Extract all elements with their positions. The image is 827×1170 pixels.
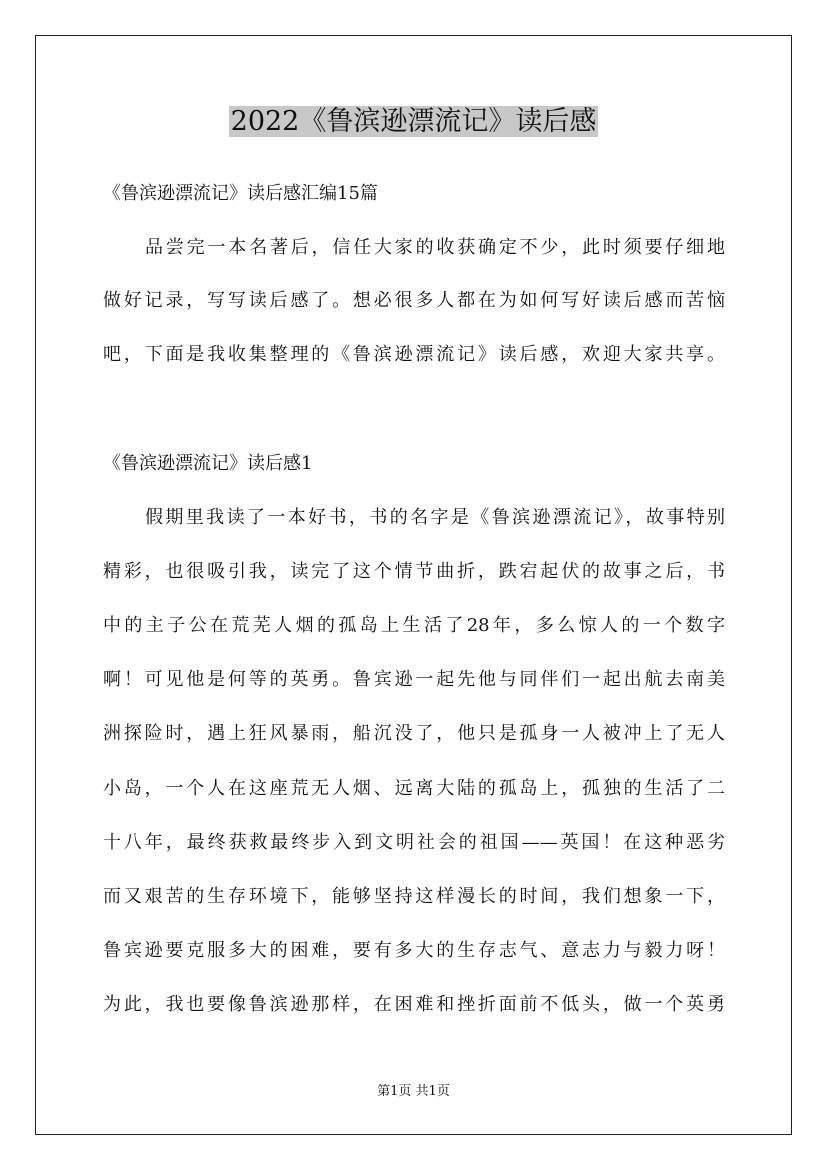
body-line: 鲁宾逊要克服多大的困难，要有多大的生存志气、意志力与毅力呀！ <box>103 940 725 961</box>
body-line: 而又艰苦的生存环境下，能够坚持这样漫长的时间，我们想象一下， <box>103 886 725 907</box>
body-line: 精彩，也很吸引我，读完了这个情节曲折，跌宕起伏的故事之后，书 <box>103 561 725 582</box>
section-heading: 《鲁滨逊漂流记》读后感1 <box>103 453 313 474</box>
body-line: 小岛，一个人在这座荒无人烟、远离大陆的孤岛上，孤独的生活了二 <box>103 778 725 799</box>
body-line: 十八年，最终获救最终步入到文明社会的祖国——英国！在这种恶劣 <box>103 832 725 853</box>
intro-line: 做好记录，写写读后感了。想必很多人都在为如何写好读后感而苦恼 <box>103 290 725 311</box>
document-title: 2022《鲁滨逊漂流记》读后感 <box>230 106 597 137</box>
document-subtitle: 《鲁滨逊漂流记》读后感汇编15篇 <box>103 183 378 204</box>
page-footer: 第1页 共1页 <box>377 1084 450 1099</box>
body-line: 为此，我也要像鲁滨逊那样，在困难和挫折面前不低头，做一个英勇 <box>103 994 725 1015</box>
intro-line: 品尝完一本名著后，信任大家的收获确定不少，此时须要仔细地 <box>145 237 725 258</box>
body-line: 洲探险时，遇上狂风暴雨，船沉没了，他只是孤身一人被冲上了无人 <box>103 723 725 744</box>
body-line: 假期里我读了一本好书，书的名字是《鲁滨逊漂流记》，故事特别 <box>145 507 725 528</box>
intro-line: 吧，下面是我收集整理的《鲁滨逊漂流记》读后感，欢迎大家共享。 <box>103 344 725 365</box>
body-line: 中的主子公在荒芜人烟的孤岛上生活了28年，多么惊人的一个数字 <box>103 615 725 636</box>
body-line: 啊！可见他是何等的英勇。鲁宾逊一起先他与同伴们一起出航去南美 <box>103 669 725 690</box>
